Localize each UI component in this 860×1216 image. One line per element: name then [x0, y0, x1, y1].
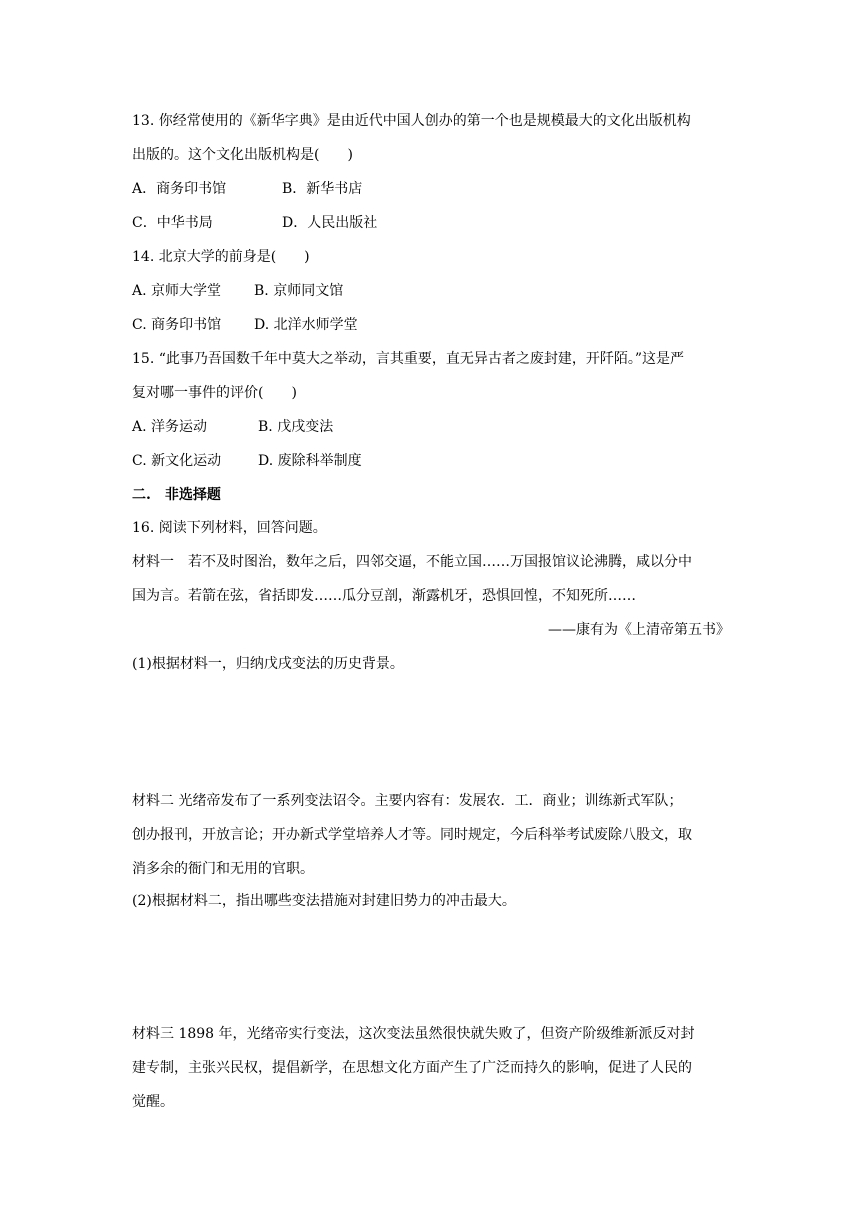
q13-option-c: C．中华书局 — [132, 215, 213, 231]
q14-option-c: C. 商务印书馆 — [132, 317, 222, 333]
q13-options-row2 — [132, 213, 730, 233]
material1-line2: 国为言。若箭在弦，省括即发……瓜分豆剖，渐露机牙，恐惧回惶，不知死所…… — [132, 588, 636, 604]
q14-options-row1 — [132, 281, 730, 301]
q13-option-d: D．人民出版社 — [282, 215, 378, 231]
q14-option-a: A. 京师大学堂 — [132, 283, 222, 299]
subquestion-2: (2)根据材料二，指出哪些变法措施对封建旧势力的冲击最大。 — [132, 893, 516, 909]
q14-stem: 14. 北京大学的前身是( ) — [132, 249, 310, 265]
subquestion-1: (1)根据材料一，归纳戊戌变法的历史背景。 — [132, 656, 404, 672]
section-heading: 二. 非选择题 — [132, 487, 221, 503]
material2-line1: 材料二 光绪帝发布了一系列变法诏令。主要内容有：发展农．工．商业；训练新式军队； — [132, 793, 683, 809]
material3-line3: 觉醒。 — [132, 1094, 174, 1110]
q13-stem-line1: 13. 你经常使用的《新华字典》是由近代中国人创办的第一个也是规模最大的文化出版机构 — [132, 113, 691, 129]
q14-option-b: B. 京师同文馆 — [254, 283, 344, 299]
q15-options-row2 — [132, 451, 730, 471]
q15-option-a: A. 洋务运动 — [132, 419, 208, 435]
q13-option-a: A．商务印书馆 — [132, 181, 227, 197]
q15-options-row1 — [132, 417, 730, 437]
q13-options-row1 — [132, 179, 730, 199]
material1-line1: 材料一 若不及时图治，数年之后，四邻交逼，不能立国……万国报馆议论沸腾，咸以分中 — [132, 554, 692, 570]
q15-option-d: D. 废除科举制度 — [258, 453, 362, 469]
q14-option-d: D. 北洋水师学堂 — [254, 317, 358, 333]
material2-line3: 消多余的衙门和无用的官职。 — [132, 861, 314, 877]
q15-option-b: B. 戊戌变法 — [258, 419, 334, 435]
q13-option-b: B．新华书店 — [282, 181, 363, 197]
q16-intro: 16. 阅读下列材料，回答问题。 — [132, 520, 327, 536]
material3-line1: 材料三 1898 年，光绪帝实行变法，这次变法虽然很快就失败了，但资产阶级维新派反对封 — [132, 1026, 695, 1042]
material2-line2: 创办报刊，开放言论；开办新式学堂培养人才等。同时规定，今后科举考试废除八股文，取 — [132, 827, 692, 843]
q15-option-c: C. 新文化运动 — [132, 453, 222, 469]
q13-stem-line2: 出版的。这个文化出版机构是( ) — [132, 147, 353, 163]
q15-stem-line1: 15. “此事乃吾国数千年中莫大之举动，言其重要，直无异古者之废封建，开阡陌。”这是严 — [132, 351, 685, 367]
material1-source: ——康有为《上清帝第五书》 — [548, 622, 730, 638]
material3-line2: 建专制，主张兴民权，提倡新学，在思想文化方面产生了广泛而持久的影响，促进了人民的 — [132, 1060, 692, 1076]
q15-stem-line2: 复对哪一事件的评价( ) — [132, 385, 297, 401]
q14-options-row2 — [132, 315, 730, 335]
